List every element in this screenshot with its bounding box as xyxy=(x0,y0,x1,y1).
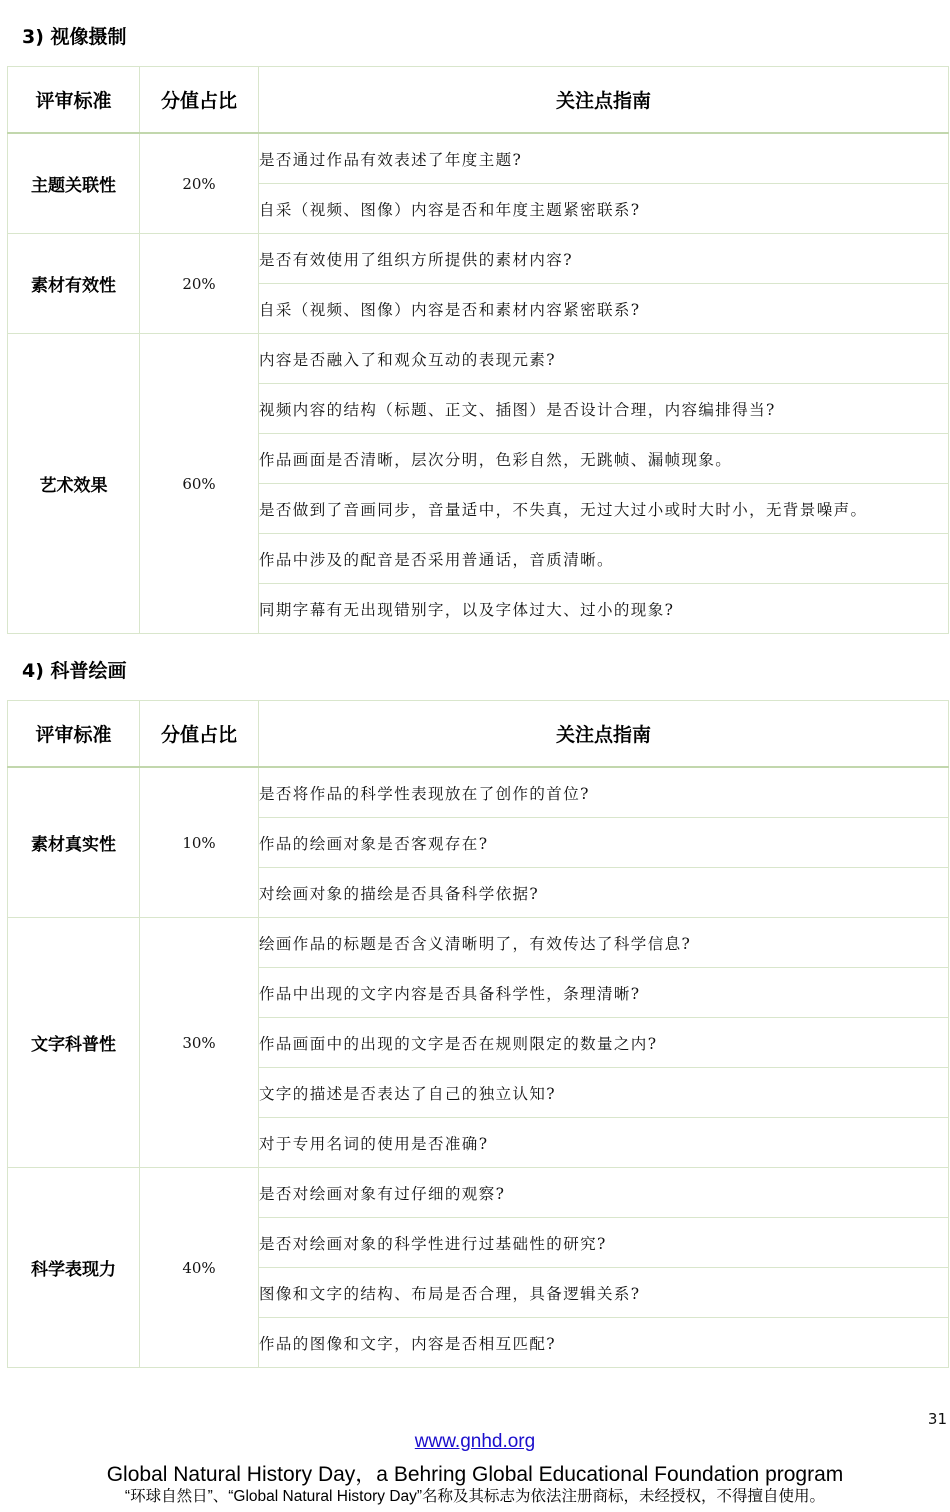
guide-item: 图像和文字的结构、布局是否合理，具备逻辑关系? xyxy=(259,1268,949,1318)
section-title-painting: 4) 科普绘画 xyxy=(22,660,127,682)
criterion-cell: 文字科普性 xyxy=(8,918,140,1168)
table-row xyxy=(8,918,949,968)
table-header-row xyxy=(8,67,949,134)
footer-website-link[interactable]: www.gnhd.org xyxy=(414,1431,536,1452)
guide-item: 文字的描述是否表达了自己的独立认知? xyxy=(259,1068,949,1118)
guide-item: 绘画作品的标题是否含义清晰明了，有效传达了科学信息? xyxy=(259,918,949,968)
header-criterion: 评审标准 xyxy=(8,67,140,134)
rubric-table-painting xyxy=(7,700,949,1368)
criterion-cell: 素材有效性 xyxy=(8,234,140,334)
guide-item: 作品画面中的出现的文字是否在规则限定的数量之内? xyxy=(259,1018,949,1068)
header-criterion: 评审标准 xyxy=(8,701,140,768)
guide-item: 是否通过作品有效表述了年度主题? xyxy=(259,133,949,184)
footer-org-line: Global Natural History Day，a Behring Global Educational Foundation program xyxy=(106,1463,844,1486)
header-guide: 关注点指南 xyxy=(259,67,949,134)
guide-item: 对于专用名词的使用是否准确? xyxy=(259,1118,949,1168)
guide-item: 是否做到了音画同步，音量适中，不失真，无过大过小或时大时小，无背景噪声。 xyxy=(259,484,949,534)
guide-item: 作品的图像和文字，内容是否相互匹配? xyxy=(259,1318,949,1368)
guide-item: 对绘画对象的描绘是否具备科学依据? xyxy=(259,868,949,918)
guide-item: 同期字幕有无出现错别字，以及字体过大、过小的现象? xyxy=(259,584,949,634)
footer-trademark-note: “环球自然日”、“Global Natural History Day”名称及其标志为依法注册商标，未经授权，不得擅自使用。 xyxy=(124,1488,826,1505)
guide-item: 是否有效使用了组织方所提供的素材内容? xyxy=(259,234,949,284)
page-number: 31 xyxy=(927,1410,947,1428)
guide-item: 是否对绘画对象有过仔细的观察? xyxy=(259,1168,949,1218)
weight-cell: 20% xyxy=(140,133,259,234)
guide-item: 是否对绘画对象的科学性进行过基础性的研究? xyxy=(259,1218,949,1268)
table-row xyxy=(8,234,949,284)
guide-item: 自采（视频、图像）内容是否和素材内容紧密联系? xyxy=(259,284,949,334)
table-row xyxy=(8,133,949,184)
table-header-row xyxy=(8,701,949,768)
weight-cell: 40% xyxy=(140,1168,259,1368)
criterion-cell: 素材真实性 xyxy=(8,767,140,918)
guide-item: 作品中出现的文字内容是否具备科学性，条理清晰? xyxy=(259,968,949,1018)
guide-item: 视频内容的结构（标题、正文、插图）是否设计合理，内容编排得当? xyxy=(259,384,949,434)
criterion-cell: 科学表现力 xyxy=(8,1168,140,1368)
guide-item: 自采（视频、图像）内容是否和年度主题紧密联系? xyxy=(259,184,949,234)
header-weight: 分值占比 xyxy=(140,67,259,134)
section-title-video: 3) 视像摄制 xyxy=(22,26,127,48)
table-row xyxy=(8,1168,949,1218)
guide-item: 作品画面是否清晰，层次分明，色彩自然，无跳帧、漏帧现象。 xyxy=(259,434,949,484)
table-row xyxy=(8,767,949,818)
criterion-cell: 主题关联性 xyxy=(8,133,140,234)
guide-item: 作品中涉及的配音是否采用普通话，音质清晰。 xyxy=(259,534,949,584)
criterion-cell: 艺术效果 xyxy=(8,334,140,634)
header-weight: 分值占比 xyxy=(140,701,259,768)
guide-item: 是否将作品的科学性表现放在了创作的首位? xyxy=(259,767,949,818)
table-row xyxy=(8,334,949,384)
guide-item: 内容是否融入了和观众互动的表现元素? xyxy=(259,334,949,384)
rubric-table-video xyxy=(7,66,949,634)
guide-item: 作品的绘画对象是否客观存在? xyxy=(259,818,949,868)
weight-cell: 30% xyxy=(140,918,259,1168)
header-guide: 关注点指南 xyxy=(259,701,949,768)
weight-cell: 20% xyxy=(140,234,259,334)
weight-cell: 60% xyxy=(140,334,259,634)
weight-cell: 10% xyxy=(140,767,259,918)
